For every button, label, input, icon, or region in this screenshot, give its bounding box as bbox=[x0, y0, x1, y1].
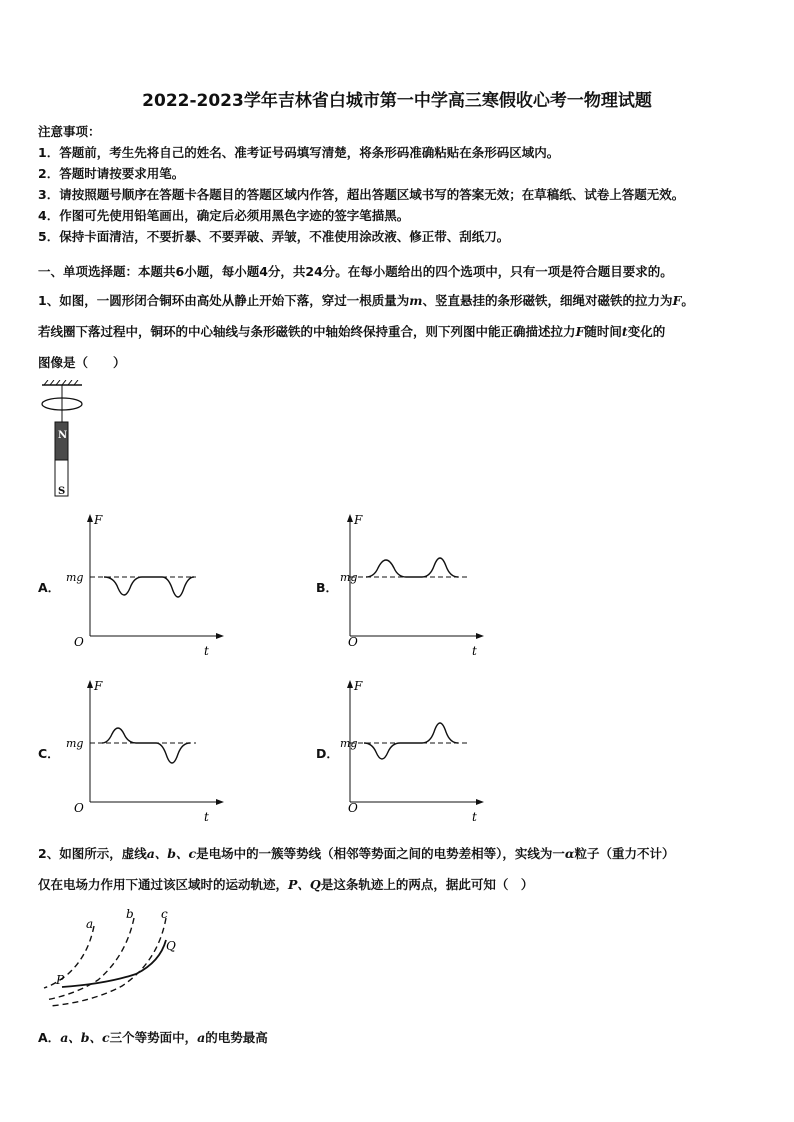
note-item: 4．作图可先使用铅笔画出，确定后必须用黑色字迹的签字笔描黑。 bbox=[38, 208, 410, 223]
note-item: 1．答题前，考生先将自己的姓名、准考证号码填写清楚，将条形码准确粘贴在条形码区域内。 bbox=[38, 145, 560, 160]
option-b-label[interactable]: B． bbox=[316, 580, 339, 595]
x-axis-label: t bbox=[204, 810, 209, 824]
option-a-label[interactable]: A． bbox=[38, 580, 61, 595]
option-c-graph bbox=[62, 678, 232, 826]
y-axis-label: F bbox=[354, 513, 363, 527]
q2-option-a[interactable]: A．a、b、c三个等势面中，a的电势最高 bbox=[38, 1030, 268, 1045]
label-b: b bbox=[126, 907, 134, 921]
equipotential-a bbox=[44, 926, 94, 988]
magnet-figure bbox=[36, 380, 96, 500]
origin-label: O bbox=[348, 801, 358, 815]
label-c: c bbox=[161, 907, 168, 921]
note-item: 5．保持卡面清洁，不要折暴、不要弄破、弄皱，不准使用涂改液、修正带、刮纸刀。 bbox=[38, 229, 510, 244]
q2-line1: 2、如图所示，虚线a、b、c是电场中的一簇等势线（相邻等势面之间的电势差相等），实线为一α粒子（重力不计） bbox=[38, 846, 675, 861]
option-c-label[interactable]: C． bbox=[38, 746, 60, 761]
origin-label: O bbox=[348, 635, 358, 649]
mg-label: mg bbox=[340, 737, 358, 750]
page-title: 2022-2023学年吉林省白城市第一中学高三寒假收心考一物理试题 bbox=[142, 91, 652, 111]
question-1-text bbox=[38, 285, 768, 378]
origin-label: O bbox=[74, 635, 84, 649]
mg-label: mg bbox=[340, 571, 358, 584]
q1-line1: 1、如图，一圆形闭合铜环由高处从静止开始下落，穿过一根质量为m、竖直悬挂的条形磁铁，细绳对磁铁的拉力为F。 bbox=[38, 293, 694, 308]
notes-heading: 注意事项： bbox=[38, 124, 101, 139]
section-heading: 一、单项选择题：本题共6小题，每小题4分，共24分。在每小题给出的四个选项中，只有一项是符合题目要求的。 bbox=[38, 264, 673, 279]
y-axis-label: F bbox=[354, 679, 363, 693]
q2-line2: 仅在电场力作用下通过该区域时的运动轨迹，P、Q是这条轨迹上的两点，据此可知（ ） bbox=[38, 877, 534, 892]
magnet-north bbox=[55, 422, 68, 460]
origin-label: O bbox=[74, 801, 84, 815]
question-2-text bbox=[38, 838, 768, 900]
option-a-graph bbox=[62, 512, 232, 660]
field-figure bbox=[36, 904, 186, 1008]
magnet-n-label: N bbox=[58, 430, 68, 441]
q1-line2: 若线圈下落过程中，铜环的中心轴线与条形磁铁的中轴始终保持重合，则下列图中能正确描述拉力F随时间t变化的 bbox=[38, 324, 666, 339]
option-d-graph bbox=[322, 678, 492, 826]
y-axis-label: F bbox=[94, 679, 103, 693]
y-axis-label: F bbox=[94, 513, 103, 527]
x-axis-label: t bbox=[204, 644, 209, 658]
mg-label: mg bbox=[66, 737, 84, 750]
label-q: Q bbox=[166, 939, 176, 953]
x-axis-label: t bbox=[472, 644, 477, 658]
label-p: P bbox=[56, 973, 65, 987]
equipotential-c bbox=[50, 918, 166, 1006]
notes-block bbox=[38, 121, 768, 247]
note-item: 3．请按照题号顺序在答题卡各题目的答题区域内作答，超出答题区域书写的答案无效；在草稿纸、试卷上答题无效。 bbox=[38, 187, 685, 202]
mg-label: mg bbox=[66, 571, 84, 584]
option-d-label[interactable]: D． bbox=[316, 746, 339, 761]
q1-line3: 图像是（ ） bbox=[38, 355, 126, 370]
x-axis-label: t bbox=[472, 810, 477, 824]
option-b-graph bbox=[322, 512, 492, 660]
note-item: 2．答题时请按要求用笔。 bbox=[38, 166, 185, 181]
label-a: a bbox=[86, 917, 94, 931]
magnet-s-label: S bbox=[58, 486, 66, 497]
